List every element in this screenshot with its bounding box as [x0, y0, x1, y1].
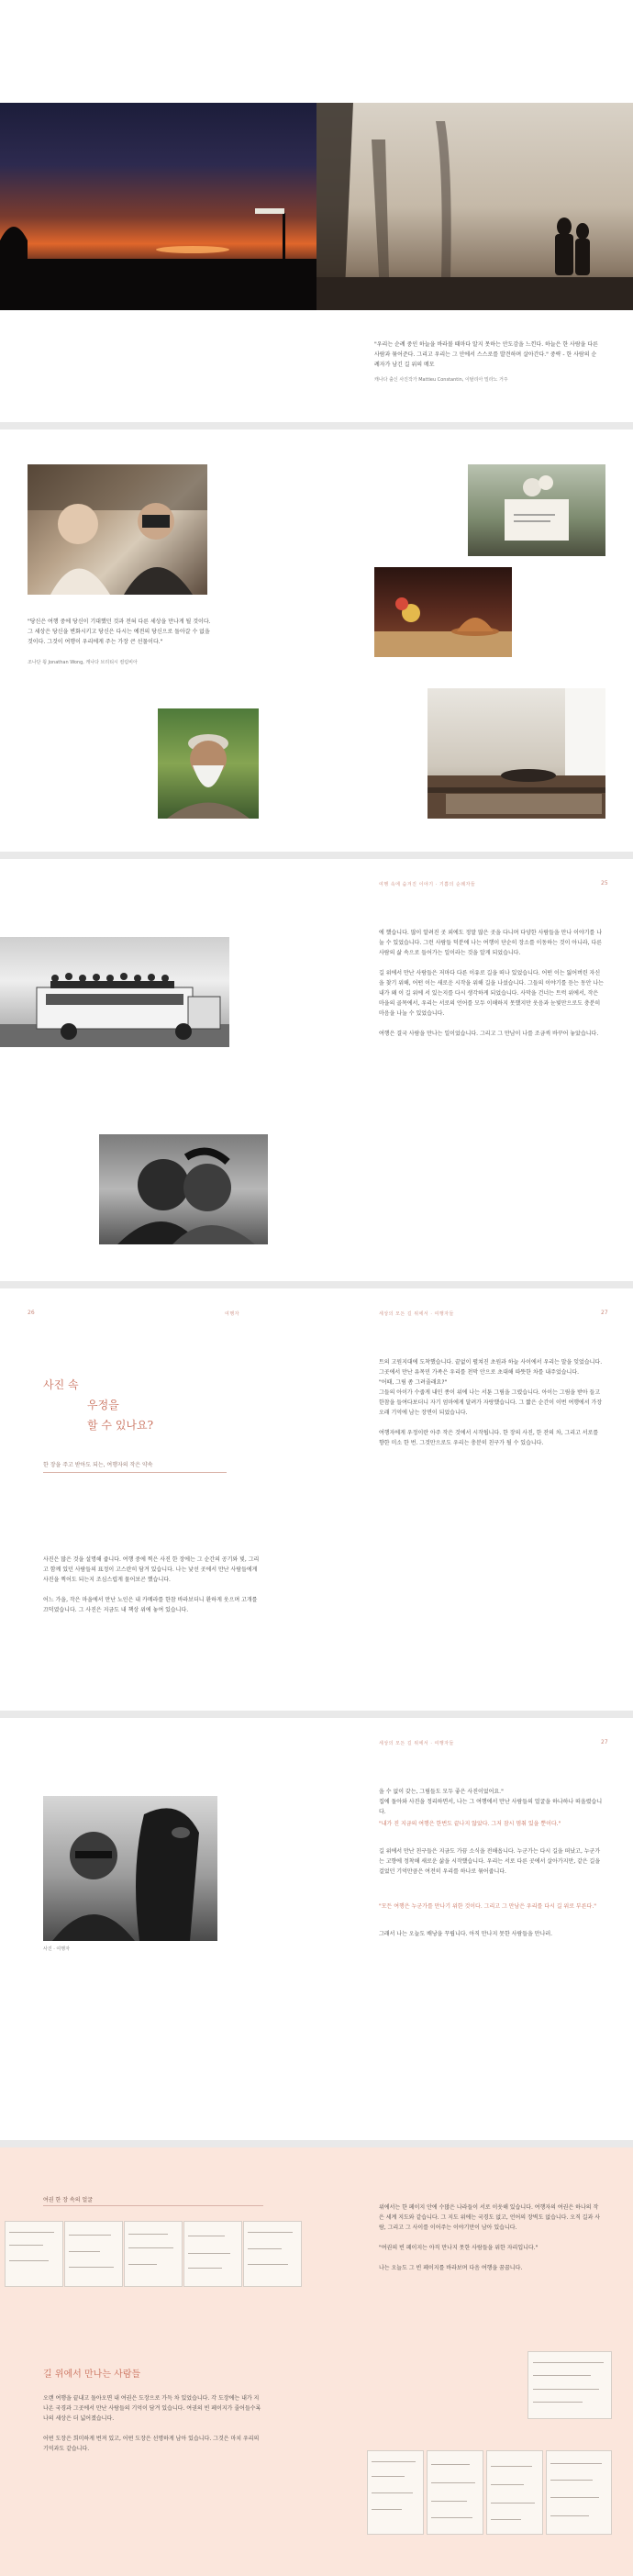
chapter-title-line-2: 우정을	[87, 1399, 119, 1411]
document-collage-5	[546, 2450, 612, 2535]
right-running-header: 세상의 모든 길 위에서 · 여행자들	[379, 1311, 454, 1317]
quote-text: "당신은 여행 중에 당신이 기대했던 것과 전혀 다른 세상을 만나게 될 것이다. 그 세상은 당신을 변화시키고 당신은 다시는 예전의 당신으로 돌아갈 수 없을 것이다. 그것이 여행이 우리에게 주는 가장 큰 선물이다."	[28, 619, 211, 645]
highlight-quote-a: "내가 진 지금의 여행은 한번도 끝나지 않았다. 그저 잠시 멈춰 있을 뿐이다."	[379, 1821, 561, 1827]
right-page-number: 27	[601, 1310, 608, 1316]
spread-1	[0, 0, 633, 422]
quote-text: "우리는 순례 중인 하늘을 바라볼 때마다 알지 못하는 안도감을 느낀다. 하늘은 한 사람을 다른 사람과 묶어준다. 그리고 우리는 그 안에서 스스로를 발견하며 살아간다." 중략 - 한 사람의 순례자가 남긴 길 위의 메모	[374, 341, 598, 368]
chapter-subtitle: 한 장을 주고 받아도 되는, 여행자의 작은 약속	[43, 1462, 153, 1468]
body-text-a: 을 수 없이 갖는, 그림들도 모두 좋은 사진이었어요." 집에 돌아와 사진을 정리하면서, 나는 그 여행에서 만난 사람들의 얼굴을 하나하나 떠올렸습니다.	[379, 1789, 603, 1815]
passport-page-3	[124, 2221, 183, 2287]
old-man-photo	[158, 708, 259, 819]
document-collage-2	[367, 2450, 424, 2535]
quote-caption: 캐나다 출신 사진작가 Mattieu Constantin, 이탈리아 밀라노 거주	[374, 377, 508, 383]
left-running-header: 여행자	[225, 1311, 239, 1317]
passport-page-4	[183, 2221, 242, 2287]
sunset-photo	[0, 103, 316, 310]
body-text: 에 했습니다. 많이 알려진 곳 외에도 정말 많은 곳을 다니며 다양한 사람들을 만나 이야기를 나눌 수 있었습니다. 그런 사람들 덕분에 나는 여행이 단순히 장소를 이동하는 것이 아니라, 다른 사람의 삶 속으로 들어가는 일이라는 것을 알게 되었습니다. 길 위에서 만난 사람들은 저마다 다른 이유로 길을 떠나 있었습니다. 어떤 이는 잃어버린 자신을 찾기 위해, 어떤 이는 새로운 시작을 위해 길을 나섰습니다. 그들의 이야기를 듣는 동안 나는 내가 왜 이 길 위에 서 있는지를 다시 생각하게 되었습니다. 사막을 건너는 트럭 위에서, 작은 마을의 골목에서, 우리는 서로의 언어를 모두 이해하지 못했지만 웃음과 눈빛만으로도 충분히 마음을 나눌 수 있었습니다. 여행은 결국 사람을 만나는 일이었습니다. 그리고 그 만남이 나를 조금씩 바꾸어 놓았습니다.	[379, 930, 604, 1037]
document-collage-3	[427, 2450, 483, 2535]
right-body-text: 트의 고원지대에 도착했습니다. 끝없이 펼쳐진 초원과 하늘 사이에서 우리는 말을 잊었습니다. 그곳에서 만난 유목민 가족은 우리를 천막 안으로 초대해 따뜻한 차를 내주었습니다. "어때, 그림 좀 그려줄래요?" 그들의 아이가 수줍게 내민 종이 위에 나는 서툰 그림을 그렸습니다. 아이는 그림을 받아 들고 한참을 들여다보더니 자기 엄마에게 달려가 자랑했습니다. 그 짧은 순간이 이번 여행에서 가장 오래 기억에 남는 장면이 되었습니다. 여행자에게 우정이란 아주 작은 것에서 시작됩니다. 한 장의 사진, 한 잔의 차, 그리고 서로를 향한 미소 한 번. 그것만으로도 우리는 충분히 친구가 될 수 있습니다.	[379, 1359, 603, 1446]
document-collage-1	[528, 2351, 612, 2419]
truck-photo	[0, 937, 229, 1047]
letter-flowers-photo	[468, 464, 605, 556]
section-title: 길 위에서 만나는 사람들	[43, 2370, 141, 2380]
left-page-number: 26	[28, 1310, 35, 1316]
passport-page-5	[243, 2221, 302, 2287]
running-header: 여행 속에 숨겨진 이야기 · 기쁨의 순례자들	[379, 882, 476, 887]
body-text-b: 길 위에서 만난 친구들은 지금도 가끔 소식을 전해옵니다. 누군가는 다시 길을 떠났고, 누군가는 고향에 정착해 새로운 삶을 시작했습니다. 우리는 서로 다른 곳에서 살아가지만, 같은 길을 걸었던 기억만큼은 여전히 우리를 하나로 묶어줍니다.	[379, 1848, 601, 1875]
right-body-text: 위에서는 한 페이지 안에 수많은 나라들이 서로 이웃해 있습니다. 여행자의 여권은 하나의 작은 세계 지도와 같습니다. 그 지도 위에는 국경도 없고, 언어의 장벽도 없습니다. 오직 길과 사람, 그리고 그 사이를 이어주는 이야기만이 남아 있습니다. "여권의 빈 페이지는 아직 만나지 못한 사람들을 위한 자리입니다." 나는 오늘도 그 빈 페이지를 바라보며 다음 여행을 꿈꿉니다.	[379, 2204, 601, 2271]
two-women-embrace-photo	[99, 1134, 268, 1244]
silhouette-photo	[316, 103, 633, 310]
spread-4	[0, 1288, 633, 1711]
spread-3	[0, 859, 633, 1281]
label-rule	[43, 2205, 263, 2206]
highlight-quote-b: "모든 여행은 누군가를 만나기 위한 것이다. 그리고 그 만남은 우리를 다시 길 위로 부른다."	[379, 1903, 596, 1910]
quote-caption: 조나단 웡 Jonathan Wong, 캐나다 브리티시 컬럼비아	[28, 660, 138, 665]
section-label: 여권 한 장 속의 얼굴	[43, 2197, 93, 2203]
hat-photo	[374, 567, 512, 657]
man-with-horse-photo	[43, 1796, 217, 1941]
passport-page-2	[64, 2221, 123, 2287]
table-bowl-photo	[428, 688, 605, 819]
running-header: 세상의 모든 길 위에서 · 여행자들	[379, 1741, 454, 1746]
spread-2	[0, 429, 633, 852]
left-body-text: 오랜 여행을 끝내고 돌아오면 내 여권은 도장으로 가득 차 있었습니다. 각 도장에는 내가 지나온 국경과 그곳에서 만난 사람들의 기억이 담겨 있습니다. 여권의 빈 페이지가 줄어들수록 나의 세상은 더 넓어졌습니다. 어떤 도장은 희미하게 번져 있고, 어떤 도장은 선명하게 남아 있습니다. 그것은 마치 우리의 기억과도 같습니다.	[43, 2395, 261, 2452]
spread-5	[0, 1718, 633, 2140]
chapter-title-line-1: 사진 속	[43, 1378, 79, 1391]
chapter-title-line-3: 할 수 있나요?	[87, 1419, 154, 1432]
page-number: 27	[601, 1739, 608, 1745]
document-collage-4	[486, 2450, 543, 2535]
page-number: 25	[601, 880, 608, 887]
body-text-c: 그래서 나는 오늘도 배낭을 꾸립니다. 아직 만나지 못한 사람들을 만나러.	[379, 1931, 553, 1937]
photo-caption: 사진 · 여행자	[43, 1946, 70, 1952]
subtitle-rule	[43, 1472, 227, 1473]
passport-page-1	[5, 2221, 63, 2287]
spread-6	[0, 2147, 633, 2576]
two-women-photo	[28, 464, 207, 595]
left-body-text: 사진은 많은 것을 설명해 줍니다. 여행 중에 찍은 사진 한 장에는 그 순간의 공기와 빛, 그리고 함께 있던 사람들의 표정이 고스란히 담겨 있습니다. 나는 낯선 곳에서 만난 사람들에게 사진을 찍어도 되는지 조심스럽게 물어보곤 했습니다. 어느 가을, 작은 마을에서 만난 노인은 내 카메라를 한참 바라보더니 환하게 웃으며 고개를 끄덕였습니다. 그 사진은 지금도 내 책상 위에 놓여 있습니다.	[43, 1556, 260, 1613]
